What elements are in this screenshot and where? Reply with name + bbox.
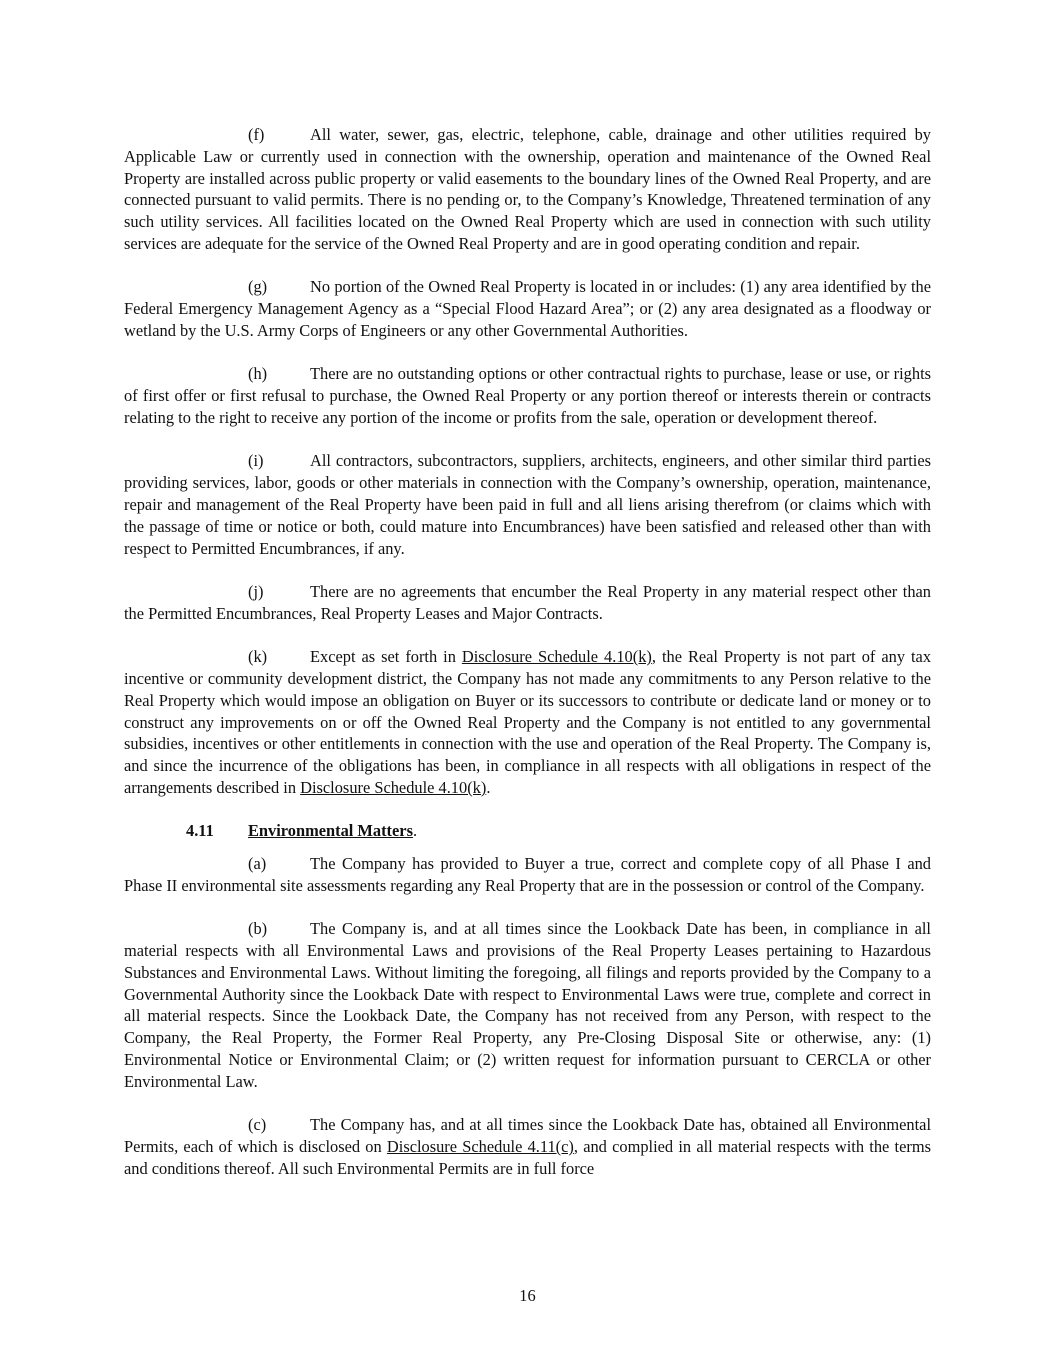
section-heading xyxy=(124,820,931,842)
document-page xyxy=(124,124,931,1201)
paragraph-text: The Company has, and at all times since the Lookback Date has, obtained all Environmental Permits, each of which is disclosed on xyxy=(124,1115,931,1157)
disclosure-schedule-reference: Disclosure Schedule 4.10(k) xyxy=(300,777,487,797)
paragraph-text: The Company is, and at all times since the Lookback Date has been, in compliance in all material respects with all Environmental Laws and provisions of the Real Property Leases pertaining to Hazardous Substances and Environmental Laws. Without limiting the foregoing, all filings and reports provided by the Company to a Governmental Authority since the Lookback Date with respect to Environmental Laws were true, complete and correct in all material respects. Since the Lookback Date, the Company has not received from any Person, with respect to the Company, the Real Property, the Former Real Property, any Pre-Closing Disposal Site or otherwise, any: (1) Environmental Notice or Environmental Claim; or (2) written request for information pursuant to CERCLA or other Environmental Law. xyxy=(124,919,931,1091)
paragraph-4-11-b xyxy=(124,918,931,1092)
paragraph-i xyxy=(124,450,931,559)
paragraph-label: (c) xyxy=(248,1115,267,1135)
paragraph-text: . xyxy=(486,777,491,797)
paragraph-text: There are no outstanding options or other contractual rights to purchase, lease or use, or rights of first offer or first refusal to purchase, the Owned Real Property or any portion thereof or interests therein or contracts relating to the right to receive any portion of the income or profits from the sale, operation or development thereof. xyxy=(124,364,931,427)
paragraph-label: (i) xyxy=(248,451,264,471)
paragraph-g xyxy=(124,276,931,341)
paragraph-text: All water, sewer, gas, electric, telephone, cable, drainage and other utilities required by Applicable Law or currently used in connection with the ownership, operation and maintenance of the Owned Real Property are installed across public property or valid easements to the boundary lines of the Owned Real Property, and are connected pursuant to valid permits. There is no pending or, to the Company’s Knowledge, Threatened termination of any such utility services. All facilities located on the Owned Real Property which are used in connection with such utility services are adequate for the service of the Owned Real Property and are in good operating condition and repair. xyxy=(124,125,931,253)
paragraph-label: (g) xyxy=(248,277,268,297)
section-title-period: . xyxy=(412,821,418,841)
paragraph-h xyxy=(124,363,931,428)
paragraph-label: (f) xyxy=(248,125,265,144)
paragraph-text: There are no agreements that encumber the Real Property in any material respect other than the Permitted Encumbrances, Real Property Leases and Major Contracts. xyxy=(124,581,931,623)
paragraph-4-11-a xyxy=(124,853,931,897)
paragraph-label: (b) xyxy=(248,919,268,939)
paragraph-label: (a) xyxy=(248,854,267,874)
paragraph-j xyxy=(124,581,931,625)
paragraph-text: Except as set forth in xyxy=(310,647,462,667)
paragraph-text: , the Real Property is not part of any tax incentive or community development district, the Company has not made any commitments to any Person relative to the Real Property which would impose an obligation on Buyer or its successors to contribute or dedicate land or money or to construct any improvements on or off the Owned Real Property and the Company is not entitled to any governmental subsidies, incentives or other entitlements in connection with the use and operation of the Real Property. The Company is, and since the incurrence of the obligations has been, in compliance in all respects with all obligations in respect of the arrangements described in xyxy=(124,647,932,797)
paragraph-label: (k) xyxy=(248,647,268,667)
disclosure-schedule-reference: Disclosure Schedule 4.11(c) xyxy=(386,1137,574,1157)
paragraph-k xyxy=(124,646,931,799)
section-number: 4.11 xyxy=(186,821,214,841)
section-title: Environmental Matters xyxy=(248,821,413,841)
paragraph-text: , and complied in all material respects with the terms and conditions thereof. All such Environmental Permits are in full force xyxy=(124,1137,931,1178)
paragraph-4-11-c xyxy=(124,1114,931,1179)
paragraph-label: (h) xyxy=(248,364,268,384)
paragraph-text: No portion of the Owned Real Property is located in or includes: (1) any area identified by the Federal Emergency Management Agency as a “Special Flood Hazard Area”; or (2) any area designated as a floodway or wetland by the U.S. Army Corps of Engineers or any other Governmental Authorities. xyxy=(124,277,931,340)
paragraph-f xyxy=(124,124,931,255)
disclosure-schedule-reference: Disclosure Schedule 4.10(k) xyxy=(461,647,652,667)
paragraph-label: (j) xyxy=(248,581,264,601)
paragraph-text: The Company has provided to Buyer a true, correct and complete copy of all Phase I and Phase II environmental site assessments regarding any Real Property that are in the possession or control of the Company. xyxy=(124,854,931,895)
paragraph-text: All contractors, subcontractors, suppliers, architects, engineers, and other similar third parties providing services, labor, goods or other materials in connection with the Company’s ownership, operation, maintenance, repair and management of the Real Property have been paid in full and all liens arising therefrom (or claims which with the passage of time or notice or both, could mature into Encumbrances) have been satisfied and released other than with respect to Permitted Encumbrances, if any. xyxy=(124,451,931,558)
page-number: 16 xyxy=(519,1286,536,1305)
